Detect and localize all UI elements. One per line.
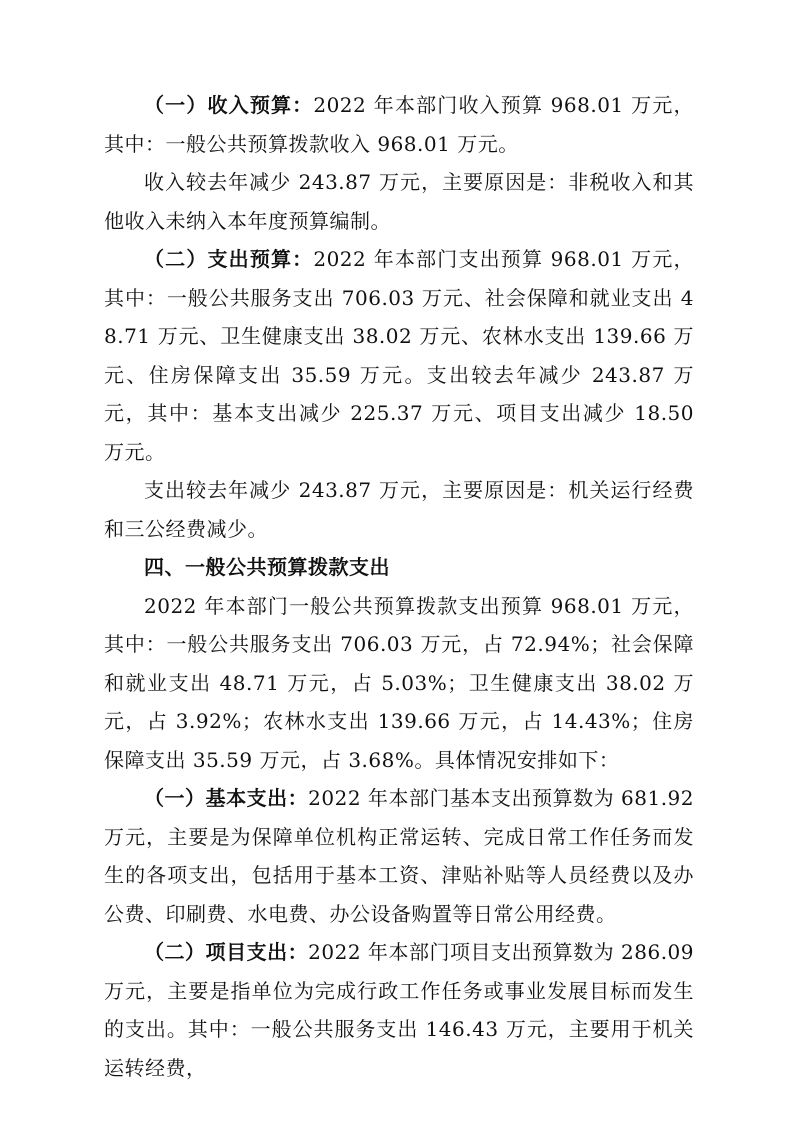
income-change-paragraph [104,163,694,240]
income-budget-paragraph [104,86,694,163]
expense-change-paragraph [104,471,694,548]
project-expense-text: 2022 年本部门项目支出预算数为 286.09 万元，主要是指单位为完成行政工作任务或事业发展目标而发生的支出。其中：一般公共服务支出 146.43 万元，主要用于机关运转经费， [104,940,695,1080]
basic-expense-label: （一）基本支出： [144,786,309,810]
expense-budget-text: 2022 年本部门支出预算 968.01 万元，其中：一般公共服务支出 706.03 万元、社会保障和就业支出 48.71 万元、卫生健康支出 38.02 万元、农林水支出 139.66 万元、住房保障支出 35.59 万元。支出较去年减少 243.87 万元，其中：基本支出减少 225.37 万元、项目支出减少 18.50 万元。 [104,247,695,464]
income-budget-text: 2022 年本部门收入预算 968.01 万元，其中：一般公共预算拨款收入 968.01 万元。 [104,93,695,156]
general-budget-paragraph [104,587,694,780]
expense-budget-paragraph [104,240,694,471]
section-four-heading-paragraph [104,548,694,587]
income-change-text: 收入较去年减少 243.87 万元，主要原因是：非税收入和其他收入未纳入本年度预算编制。 [104,170,694,233]
expense-budget-label: （二）支出预算： [144,247,314,271]
income-budget-label: （一）收入预算： [144,93,314,117]
project-expense-label: （二）项目支出： [144,940,309,964]
basic-expense-text: 2022 年本部门基本支出预算数为 681.92 万元，主要是为保障单位机构正常运转、完成日常工作任务而发生的各项支出，包括用于基本工资、津贴补贴等人员经费以及办公费、印刷费、水电费、办公设备购置等日常公用经费。 [104,786,695,926]
basic-expense-paragraph [104,779,694,933]
project-expense-paragraph [104,933,694,1087]
section-four-heading: 四、一般公共预算拨款支出 [144,555,390,579]
document-page [104,86,694,1087]
expense-change-text: 支出较去年减少 243.87 万元，主要原因是：机关运行经费和三公经费减少。 [104,478,694,541]
general-budget-text: 2022 年本部门一般公共预算拨款支出预算 968.01 万元，其中：一般公共服务支出 706.03 万元，占 72.94%；社会保障和就业支出 48.71 万元，占 5.03%；卫生健康支出 38.02 万元，占 3.92%；农林水支出 139.66 万元，占 14.43%；住房保障支出 35.59 万元，占 3.68%。具体情况安排如下： [104,593,694,772]
